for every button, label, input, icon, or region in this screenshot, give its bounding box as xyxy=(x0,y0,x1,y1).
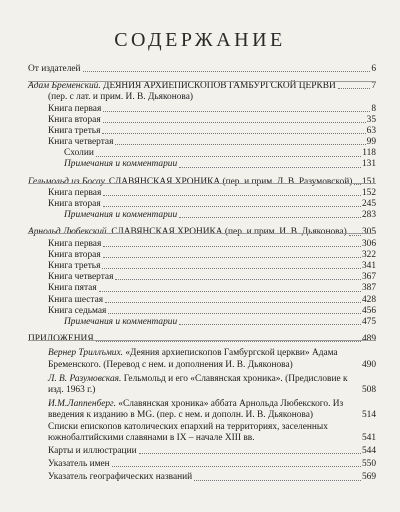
leader-dots xyxy=(112,466,361,467)
toc-entry-book: Книга вторая 35 xyxy=(48,114,376,125)
leader-dots xyxy=(102,133,365,134)
toc-entry-book: Книга первая 306 xyxy=(48,238,376,249)
toc-entry-title: ДЕЯНИЯ АРХИЕПИСКОПОВ ГАМБУРГСКОЙ ЦЕРКВИ xyxy=(100,81,336,92)
toc-entry-appendix: Карты и иллюстрации 544 xyxy=(48,445,376,456)
toc-entry-book: Книга шестая 428 xyxy=(48,294,376,305)
toc-entry-appendix: Указатель географических названий 569 xyxy=(48,472,376,483)
toc-entry-book: Книга вторая 322 xyxy=(48,249,376,260)
toc-page-number: 514 xyxy=(361,410,376,421)
toc-entry-book: Книга первая 152 xyxy=(48,187,376,198)
toc-page-number: 508 xyxy=(361,384,376,395)
toc-entry-appendix: Указатель имен 550 xyxy=(48,459,376,470)
toc-author: Гельмольд из Босау. xyxy=(28,176,107,187)
leader-dots xyxy=(194,480,361,481)
leader-dots xyxy=(103,257,361,258)
toc-entry-book: Книга третья 341 xyxy=(48,260,376,271)
leader-dots xyxy=(105,302,361,303)
table-of-contents xyxy=(28,64,376,484)
leader-dots xyxy=(115,144,365,145)
section-divider xyxy=(28,340,376,341)
leader-dots xyxy=(83,71,371,72)
toc-entry-appendix: Л. В. Разумовская. Гельмольд и его «Славянская хроника». (Предисловие к изд. 1963 г.) 508 xyxy=(48,373,376,395)
leader-dots xyxy=(96,341,361,342)
leader-dots xyxy=(338,88,371,89)
toc-entry-book: Книга пятая 387 xyxy=(48,283,376,294)
toc-author: И.М.Лаппенберг. xyxy=(48,399,116,410)
leader-dots xyxy=(115,279,361,280)
leader-dots xyxy=(103,111,370,112)
page-title: СОДЕРЖАНИЕ xyxy=(114,29,286,51)
toc-page-number: 489 xyxy=(361,334,376,345)
toc-entry-title: ПРИЛОЖЕНИЯ xyxy=(28,334,94,345)
toc-entry-title: СЛАВЯНСКАЯ ХРОНИКА (пер. и прим. Л. В. Разумовской) xyxy=(106,176,353,187)
leader-dots xyxy=(103,246,361,247)
toc-entry-notes: Примечания и комментарии 131 xyxy=(64,159,376,170)
toc-entry-book: Книга третья 63 xyxy=(48,125,376,136)
toc-entry-notes: Примечания и комментарии 283 xyxy=(64,210,376,221)
toc-entry-appendix: Вернер Триллъмих. «Деяния архиепископов Гамбургской церкви» Адама Бременского. (Перевод с нем. и дополнения И. В. Дьяконова) 490 xyxy=(48,348,376,370)
leader-dots xyxy=(179,217,361,218)
leader-dots xyxy=(349,235,361,236)
toc-entry-appendix: Списки епископов католических епархий на территориях, заселенных южнобалтийскими славянами в IX – начале XIII вв. 541 xyxy=(48,421,376,443)
toc-author: Адам Бременский. xyxy=(28,81,101,92)
toc-entry-book: Книга четвертая 99 xyxy=(48,137,376,148)
toc-entry-book: Книга четвертая 367 xyxy=(48,272,376,283)
toc-author: Л. В. Разумовская. xyxy=(48,373,122,384)
leader-dots xyxy=(179,324,361,325)
toc-author: Вернер Триллъмих. xyxy=(48,348,123,359)
toc-page-number: 151 xyxy=(361,176,376,187)
toc-page-number: 6 xyxy=(371,63,376,74)
leader-dots xyxy=(102,268,361,269)
toc-entry-book: Книга первая 8 xyxy=(48,103,376,114)
toc-page-number: 305 xyxy=(361,227,376,238)
leader-dots xyxy=(99,291,361,292)
toc-page-number: 7 xyxy=(371,81,376,92)
section-divider xyxy=(28,183,376,184)
toc-entry-subtitle: (пер. с лат. и прим. И. В. Дьяконова) xyxy=(48,92,193,103)
toc-page-number: 541 xyxy=(361,432,376,443)
toc-entry-notes: Примечания и комментарии 475 xyxy=(64,316,376,327)
toc-author: Арнольд Любекский. xyxy=(28,227,109,238)
toc-entry-scholia: Схолии 118 xyxy=(64,148,376,159)
toc-entry-book: Книга седьмая 456 xyxy=(48,305,376,316)
leader-dots xyxy=(96,156,361,157)
toc-entry-adam xyxy=(28,81,376,92)
toc-entry-appendix: И.М.Лаппенберг. «Славянская хроника» аббата Арнольда Любекского. Из введения к изданию в MG. (пер. с нем. и дополн. И. В. Дьяконова) 514 xyxy=(48,399,376,421)
toc-entry-title: СЛАВЯНСКАЯ ХРОНИКА (пер. и прим. И. В. Дьяконова) xyxy=(108,227,347,238)
leader-dots xyxy=(179,167,361,168)
section-divider xyxy=(28,81,376,82)
leader-dots xyxy=(354,184,361,185)
leader-dots xyxy=(103,206,361,207)
leader-dots xyxy=(108,313,361,314)
leader-dots xyxy=(103,122,366,123)
leader-dots xyxy=(103,195,361,196)
toc-page-number: 490 xyxy=(361,359,376,370)
toc-entry-title: От издателей xyxy=(28,63,81,74)
section-divider xyxy=(28,233,376,234)
toc-entry-book: Книга вторая 245 xyxy=(48,199,376,210)
leader-dots xyxy=(139,453,361,454)
toc-entry-publishers xyxy=(28,64,376,75)
